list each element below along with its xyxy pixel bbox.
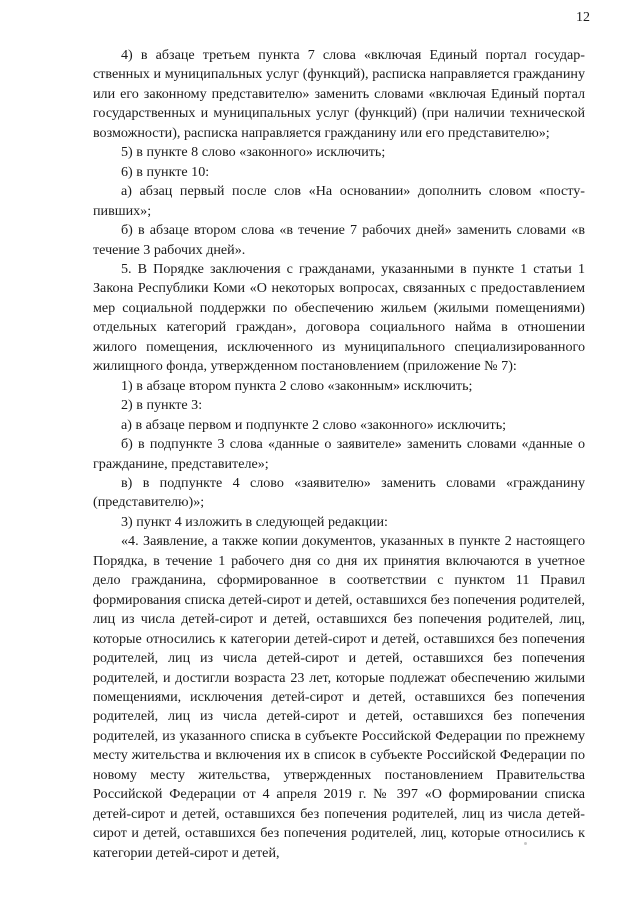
page-number: 12 [576, 10, 590, 25]
document-body [93, 46, 585, 863]
paragraph-subitem-b: б) в подпункте 3 слова «данные о заявителе» заменить словами «данные о гражданине, представителе»; [93, 436, 585, 472]
paragraph-section-5: 5. В Порядке заключения с гражданами, указанными в пункте 1 статьи 1 Закона Республики Коми «О некоторых вопросах, связанных с предоставлением мер социальной поддержки по обеспечению жильем (жилыми помещениями) отдельных категорий граждан», договора социального найма в отношении жилого помещения, исключенного из муниципального специализированного жилищного фонда, утвержденном постановлением (приложение № 7): [93, 260, 585, 375]
paragraph-subitem-a: а) абзац первый после слов «На основании» дополнить словом «поступивших»; [93, 183, 585, 219]
paragraph-subitem-a: а) в абзаце первом и подпункте 2 слово «законного» исключить; [121, 416, 507, 433]
paragraph-subitem-b: б) в абзаце втором слова «в течение 7 рабочих дней» заменить словами «в течение 3 рабочих дней». [93, 222, 585, 258]
paragraph-item-4: 4) в абзаце третьем пункта 7 слова «включая Единый портал государственных и муниципальных услуг (функций), расписка направляется гражданину или его законному представителю» заменить словами «включая Единый портал государственных и муниципальных услуг (функций) (при наличии технической возможности), расписка направляется гражданину или его представителю»; [93, 47, 585, 141]
paragraph-item-3: 3) пункт 4 изложить в следующей редакции: [121, 513, 388, 530]
paragraph-subitem-v: в) в подпункте 4 слово «заявителю» заменить словами «гражданину (представителю)»; [93, 474, 585, 511]
scan-speck [524, 842, 527, 845]
paragraph-item-2: 2) в пункте 3: [121, 397, 203, 414]
paragraph-item-5: 5) в пункте 8 слово «законного» исключить; [121, 144, 386, 161]
paragraph-item-1: 1) в абзаце втором пункта 2 слово «законным» исключить; [121, 377, 473, 394]
paragraph-item-6: 6) в пункте 10: [121, 163, 210, 180]
paragraph-quoted-point-4: «4. Заявление, а также копии документов, указанных в пункте 2 настоящего Порядка, в течение 1 рабочего дня со дня их принятия включаются в учетное дело гражданина, сформированное в соответствии с пунктом 11 Правил формирования списка детей-сирот и детей, оставшихся без попечения родителей, лиц из числа детей-сирот и детей, оставшихся без попечения родителей, лиц, которые относились к категории детей-сирот и детей, оставшихся без попечения родителей, лиц из числа детей-сирот и детей, оставшихся без попечения родителей, и достигли возраста 23 лет, которые подлежат обеспечению жилыми помещениями, исключения детей-сирот и детей, оставшихся без попечения родителей, лиц из числа детей-сирот и детей, оставшихся без попечения родителей, из указанного списка в субъекте Российской Федерации по прежнему месту жительства и включения их в список в субъекте Российской Федерации по новому месту жительства, утвержденных постановлением Правительства Российской Федерации от 4 апреля 2019 г. № 397 «О формировании списка детей-сирот и детей, оставшихся без попечения родителей, лиц из числа детей-сирот и детей, оставшихся без попечения родителей, лиц, которые относились к категории детей-сирот и детей, [93, 533, 585, 861]
